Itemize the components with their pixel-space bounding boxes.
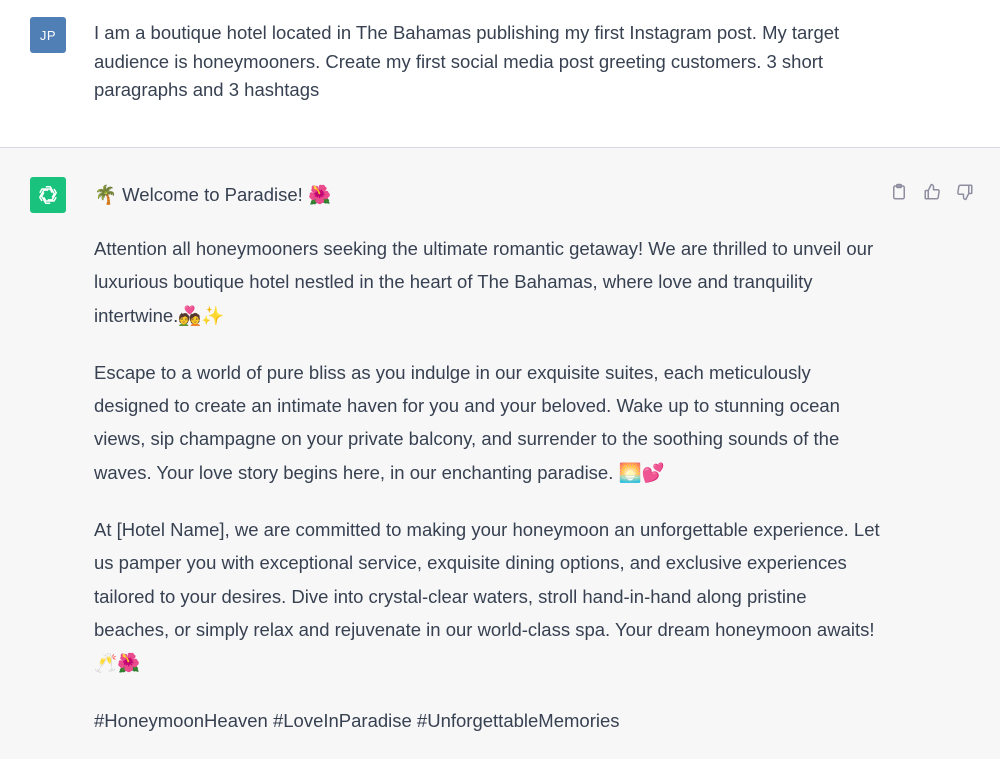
message-actions <box>888 181 976 203</box>
post-paragraph-1: Attention all honeymooners seeking the ultimate romantic getaway! We are thrilled to unveil our luxurious boutique hotel nestled in the heart of The Bahamas, where love and tranquility intertwine.💑✨ <box>94 238 874 326</box>
openai-logo-icon <box>30 177 66 213</box>
post-title: 🌴 Welcome to Paradise! 🌺 <box>94 184 331 205</box>
post-hashtags: #HoneymoonHeaven #LoveInParadise #UnforgettableMemories <box>94 709 620 731</box>
post-paragraph-3: At [Hotel Name], we are committed to making your honeymoon an unforgettable experience. Let us pamper you with exceptional service, exquisite dining options, and exclusive experiences tailored to your desires. Dive into crystal-clear waters, stroll hand-in-hand along pristine beaches, or simply relax and rejuvenate in our world-class spa. Your dream honeymoon awaits! 🥂🌺 <box>94 519 880 674</box>
user-avatar: JP <box>30 17 66 53</box>
post-paragraph-2: Escape to a world of pure bliss as you indulge in our exquisite suites, each meticulously designed to create an intimate haven for you and your beloved. Wake up to stunning ocean views, sip champagne on your private balcony, and surrender to the soothing sounds of the waves. Your love story begins here, in our enchanting paradise. 🌅💕 <box>94 361 840 483</box>
user-message-text: I am a boutique hotel located in The Bahamas publishing my first Instagram post. My target audience is honeymooners. Create my first social media post greeting customers. 3 short paragraphs and 3 hashtags <box>94 22 840 100</box>
assistant-message-content <box>94 181 884 737</box>
clipboard-icon[interactable] <box>888 181 910 203</box>
assistant-message-row <box>0 148 1000 759</box>
user-message-row <box>0 0 1000 148</box>
thumbs-down-icon[interactable] <box>954 181 976 203</box>
thumbs-up-icon[interactable] <box>921 181 943 203</box>
